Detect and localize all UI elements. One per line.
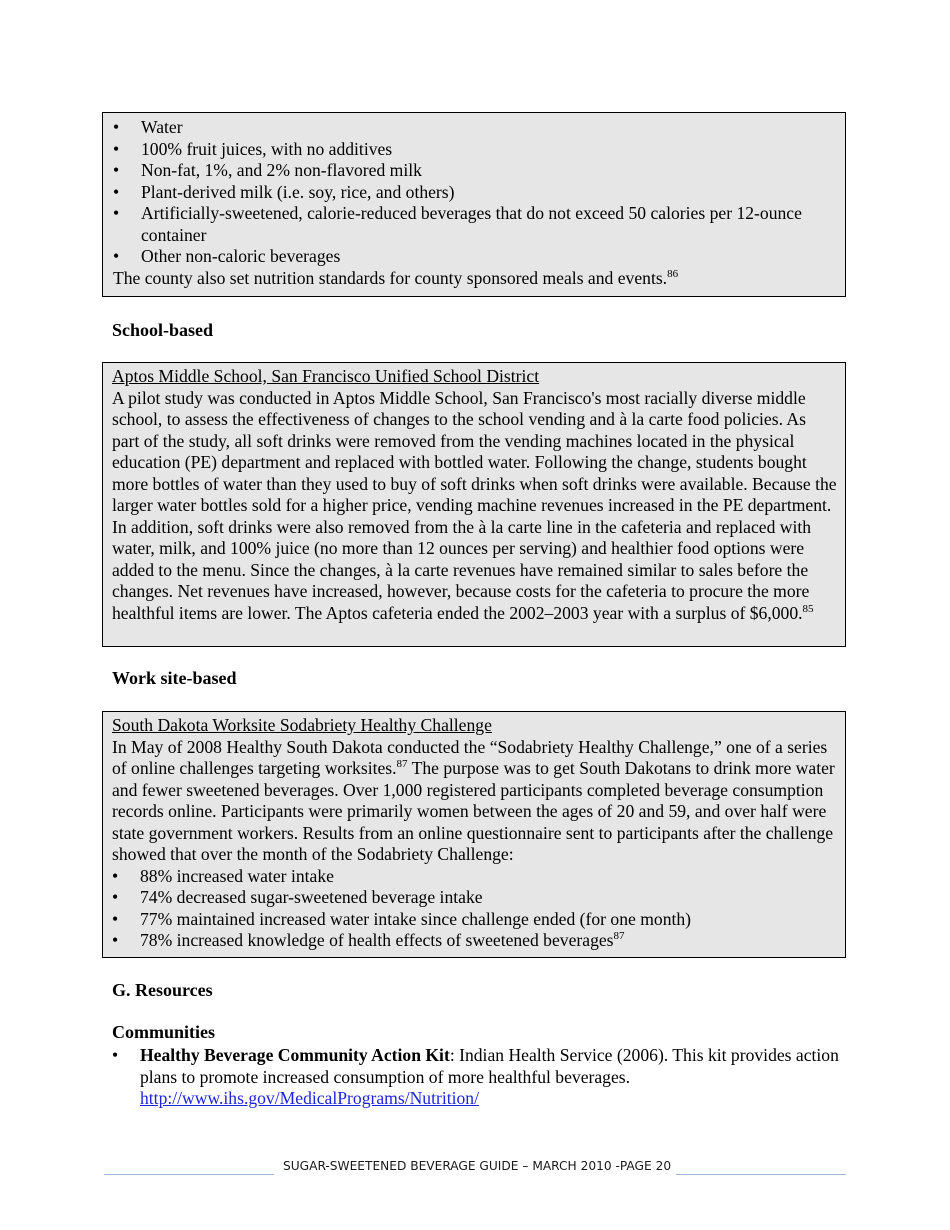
case-study-body bbox=[112, 388, 837, 625]
list-item: • 88% increased water intake bbox=[112, 866, 837, 888]
footnote-ref: 87 bbox=[613, 930, 625, 942]
list-item: • Plant-derived milk (i.e. soy, rice, and others) bbox=[113, 182, 837, 204]
footnote-ref: 86 bbox=[667, 267, 679, 280]
resource-link[interactable]: http://www.ihs.gov/MedicalPrograms/Nutrition/ bbox=[140, 1088, 479, 1108]
beverage-standards-box bbox=[102, 112, 846, 297]
case-study-text: A pilot study was conducted in Aptos Middle School, San Francisco's most racially diverse middle school, to assess the effectiveness of changes to the school vending and à la carte food policies. As part of the study, all soft drinks were removed from the vending machines located in the physical education (PE) department and replaced with bottled water. Following the change, students bought more bottles of water than they used to buy of soft drinks when soft drinks were available. Because the larger water bottles sold for a higher price, vending machine revenues increased in the PE department. In addition, soft drinks were also removed from the à la carte line in the cafeteria and replaced with water, milk, and 100% juice (no more than 12 ounces per serving) and healthier food options were added to the menu. Since the changes, à la carte revenues have remained similar to sales before the changes. Net revenues have increased, however, because costs for the cafeteria to procure the more healthful items are lower. The Aptos cafeteria ended the 2002–2003 year with a surplus of $6,000. bbox=[112, 387, 837, 623]
page-footer: SUGAR-SWEETENED BEVERAGE GUIDE – MARCH 2010 -PAGE 20 bbox=[283, 1159, 672, 1173]
footer-rule-left bbox=[104, 1174, 274, 1175]
list-item-text: 78% increased knowledge of health effects of sweetened beverages bbox=[140, 930, 614, 950]
work-site-heading: Work site-based bbox=[112, 668, 237, 688]
case-study-text-b: The purpose was to get South Dakotans to drink more water and fewer sweetened beverages. Over 1,000 registered participants completed beverage consumption records online. Participants were primarily women between the ages of 20 and 59, and over half were state government workers. Results from an online questionnaire sent to participants after the challenge showed that over the month of the Sodabriety Challenge: bbox=[112, 758, 835, 864]
resources-heading: G. Resources bbox=[112, 980, 213, 1000]
resource-description: : Indian Health Service (2006). This kit provides action plans to promote increased consumption of more healthful beverages. bbox=[140, 1045, 839, 1087]
list-item: • Artificially-sweetened, calorie-reduced beverages that do not exceed 50 calories per 12-ounce container bbox=[113, 203, 837, 246]
case-study-body bbox=[112, 737, 837, 866]
case-study-text-a: In May of 2008 Healthy South Dakota conducted the “Sodabriety Healthy Challenge,” one of a series of online challenges targeting worksites. bbox=[112, 736, 828, 778]
beverage-list bbox=[113, 117, 837, 268]
case-study-title: Aptos Middle School, San Francisco Unified School District bbox=[112, 366, 540, 386]
list-item: • Other non-caloric beverages bbox=[113, 246, 837, 268]
list-item: • 100% fruit juices, with no additives bbox=[113, 139, 837, 161]
resource-body bbox=[112, 1045, 842, 1110]
list-item: • 77% maintained increased water intake since challenge ended (for one month) bbox=[112, 909, 837, 931]
bullet-icon: • bbox=[112, 1045, 119, 1065]
list-item bbox=[112, 930, 837, 952]
resource-item bbox=[112, 1045, 842, 1110]
list-item: • Non-fat, 1%, and 2% non-flavored milk bbox=[113, 160, 837, 182]
footnote-ref: 87 bbox=[396, 758, 408, 770]
results-list bbox=[112, 866, 837, 952]
footnote-ref: 85 bbox=[802, 602, 814, 615]
case-study-title: South Dakota Worksite Sodabriety Healthy Challenge bbox=[112, 715, 492, 735]
list-item: • 74% decreased sugar-sweetened beverage intake bbox=[112, 887, 837, 909]
school-based-heading: School-based bbox=[112, 320, 214, 340]
resource-title: Healthy Beverage Community Action Kit bbox=[140, 1045, 450, 1065]
list-item: • Water bbox=[113, 117, 837, 139]
sodabriety-case-study-box bbox=[102, 711, 846, 958]
footer-rule-right bbox=[676, 1174, 846, 1175]
county-note-text: The county also set nutrition standards for county sponsored meals and events. bbox=[113, 267, 668, 288]
communities-heading: Communities bbox=[112, 1022, 215, 1042]
county-note bbox=[113, 268, 837, 290]
aptos-case-study-box bbox=[102, 362, 846, 647]
